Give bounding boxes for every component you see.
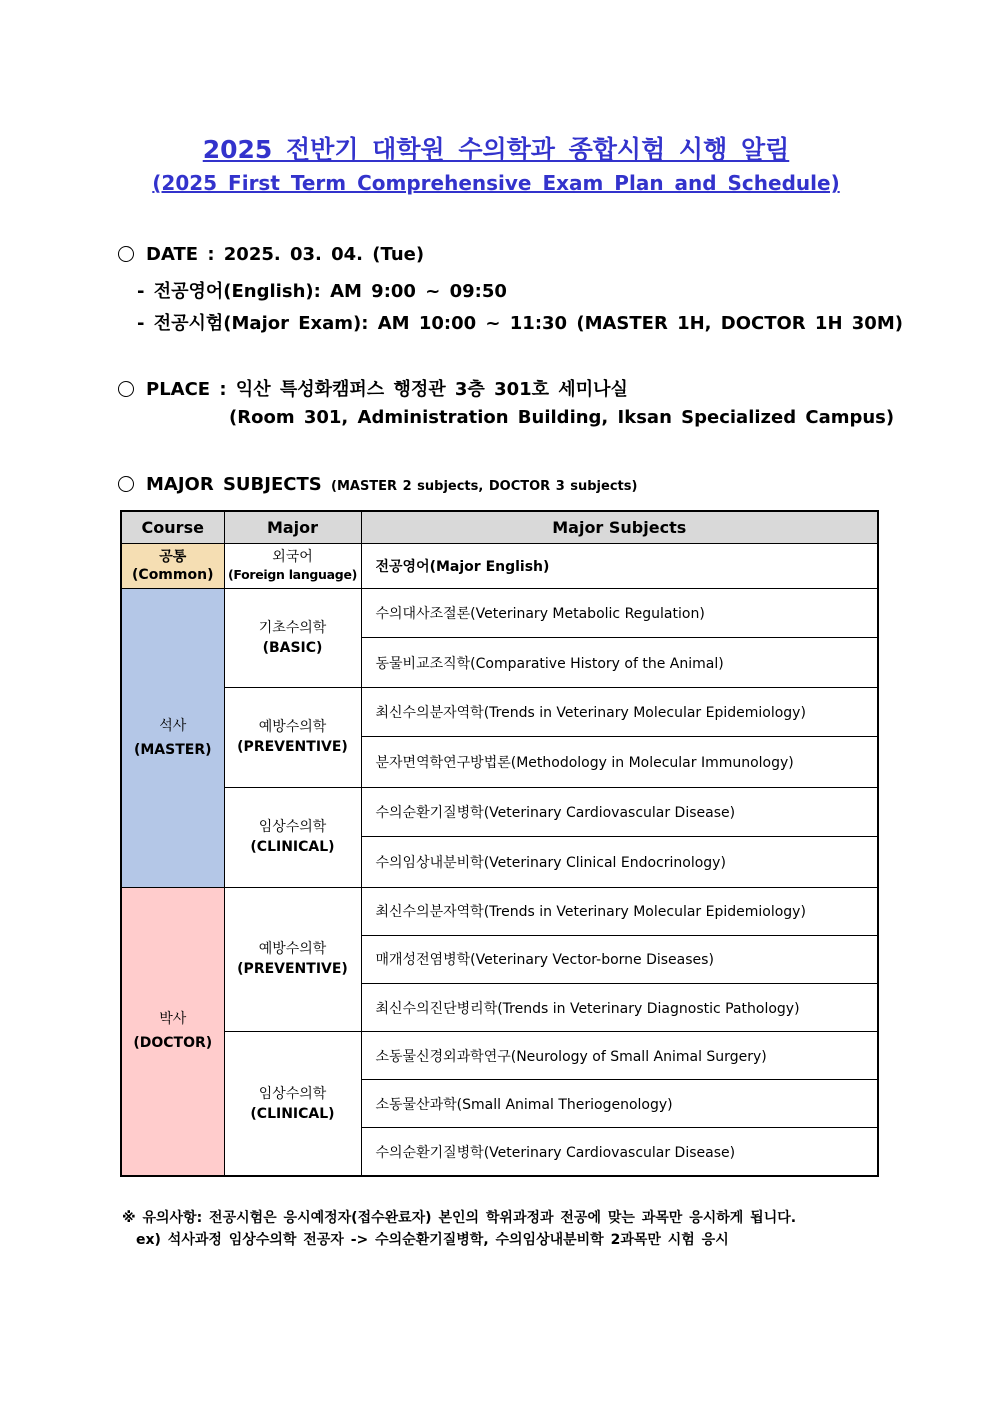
major-preventive [224,688,361,787]
major-ko: 임상수의학 [258,819,327,836]
subject-cell: 최신수의진단병리학(Trends in Veterinary Diagnostic Pathology) [361,984,878,1032]
course-master-en: (MASTER) [133,741,212,758]
table-row [121,544,878,589]
date-line [118,244,424,265]
course-doctor-ko: 박사 [159,1011,187,1028]
subject-cell: 분자면역학연구방법론(Methodology in Molecular Immunology) [361,737,878,787]
major-en: (PREVENTIVE) [237,739,348,756]
subjects-heading-label: MAJOR SUBJECTS [146,474,322,495]
major-ko: 임상수의학 [258,1085,327,1102]
circle-bullet-icon [118,246,134,262]
place-label: PLACE : 익산 특성화캠퍼스 행정관 3층 301호 세미나실 [146,379,628,400]
date-major-time: - 전공시험(Major Exam): AM 10:00 ~ 11:30 (MASTER 1H, DOCTOR 1H 30M) [137,313,903,334]
subject-cell: 수의대사조절론(Veterinary Metabolic Regulation) [361,589,878,638]
major-ko: 예방수의학 [258,719,327,736]
course-common-en: (Common) [132,567,214,584]
header-subjects: Major Subjects [361,511,878,544]
header-major: Major [224,511,361,544]
notice-line-2: ex) 석사과정 임상수의학 전공자 -> 수의순환기질병학, 수의임상내분비학 2과목만 시험 응시 [136,1232,729,1248]
header-course: Course [121,511,224,544]
major-en: (CLINICAL) [250,839,335,856]
table-row [121,688,878,737]
circle-bullet-icon [118,381,134,397]
subject-cell: 전공영어(Major English) [361,544,878,589]
subject-cell: 소동물신경외과학연구(Neurology of Small Animal Surgery) [361,1032,878,1080]
table-row [121,589,878,638]
subject-cell: 최신수의분자역학(Trends in Veterinary Molecular Epidemiology) [361,887,878,935]
course-common-ko: 공통 [159,549,187,566]
subject-cell: 소동물산과학(Small Animal Theriogenology) [361,1080,878,1128]
course-common [121,544,224,589]
date-label: DATE : 2025. 03. 04. (Tue) [146,244,425,265]
subject-cell: 수의순환기질병학(Veterinary Cardiovascular Disease) [361,1128,878,1176]
subject-cell: 매개성전염병학(Veterinary Vector-borne Diseases) [361,935,878,983]
subjects-heading [118,474,637,495]
page-title: 2025 전반기 대학원 수의학과 종합시험 시행 알림 [202,135,790,164]
place-english: (Room 301, Administration Building, Iksan Specialized Campus) [229,407,895,428]
major-clinical [224,1032,361,1176]
page-subtitle: (2025 First Term Comprehensive Exam Plan and Schedule) [152,171,840,195]
major-en: (PREVENTIVE) [237,961,348,978]
subjects-table [120,510,879,1177]
course-doctor [121,887,224,1176]
course-doctor-en: (DOCTOR) [133,1035,213,1052]
subject-cell: 수의임상내분비학(Veterinary Clinical Endocrinology) [361,836,878,887]
table-row [121,887,878,935]
major-ko: 기초수의학 [258,620,327,637]
major-en: (CLINICAL) [250,1105,335,1122]
date-english-time: - 전공영어(English): AM 9:00 ~ 09:50 [137,281,507,302]
subject-cell: 수의순환기질병학(Veterinary Cardiovascular Disease) [361,787,878,836]
table-row [121,787,878,836]
major-clinical [224,787,361,887]
circle-bullet-icon [118,476,134,492]
major-ko: 예방수의학 [258,941,327,958]
subjects-heading-note: (MASTER 2 subjects, DOCTOR 3 subjects) [331,479,638,494]
table-row [121,1032,878,1080]
major-en: (BASIC) [262,640,323,657]
place-line [118,375,628,401]
course-master [121,589,224,888]
major-basic [224,589,361,688]
major-preventive [224,887,361,1031]
notice-line-1: ※ 유의사항: 전공시험은 응시예정자(접수완료자) 본인의 학위과정과 전공에 맞는 과목만 응시하게 됩니다. [122,1210,797,1226]
subject-cell: 동물비교조직학(Comparative History of the Animal) [361,638,878,688]
major-en: (Foreign language) [227,567,358,583]
course-master-ko: 석사 [159,717,187,734]
subject-cell: 최신수의분자역학(Trends in Veterinary Molecular Epidemiology) [361,688,878,737]
major-foreign-language [224,544,361,589]
table-header-row [121,511,878,544]
major-ko: 외국어 [272,549,313,566]
